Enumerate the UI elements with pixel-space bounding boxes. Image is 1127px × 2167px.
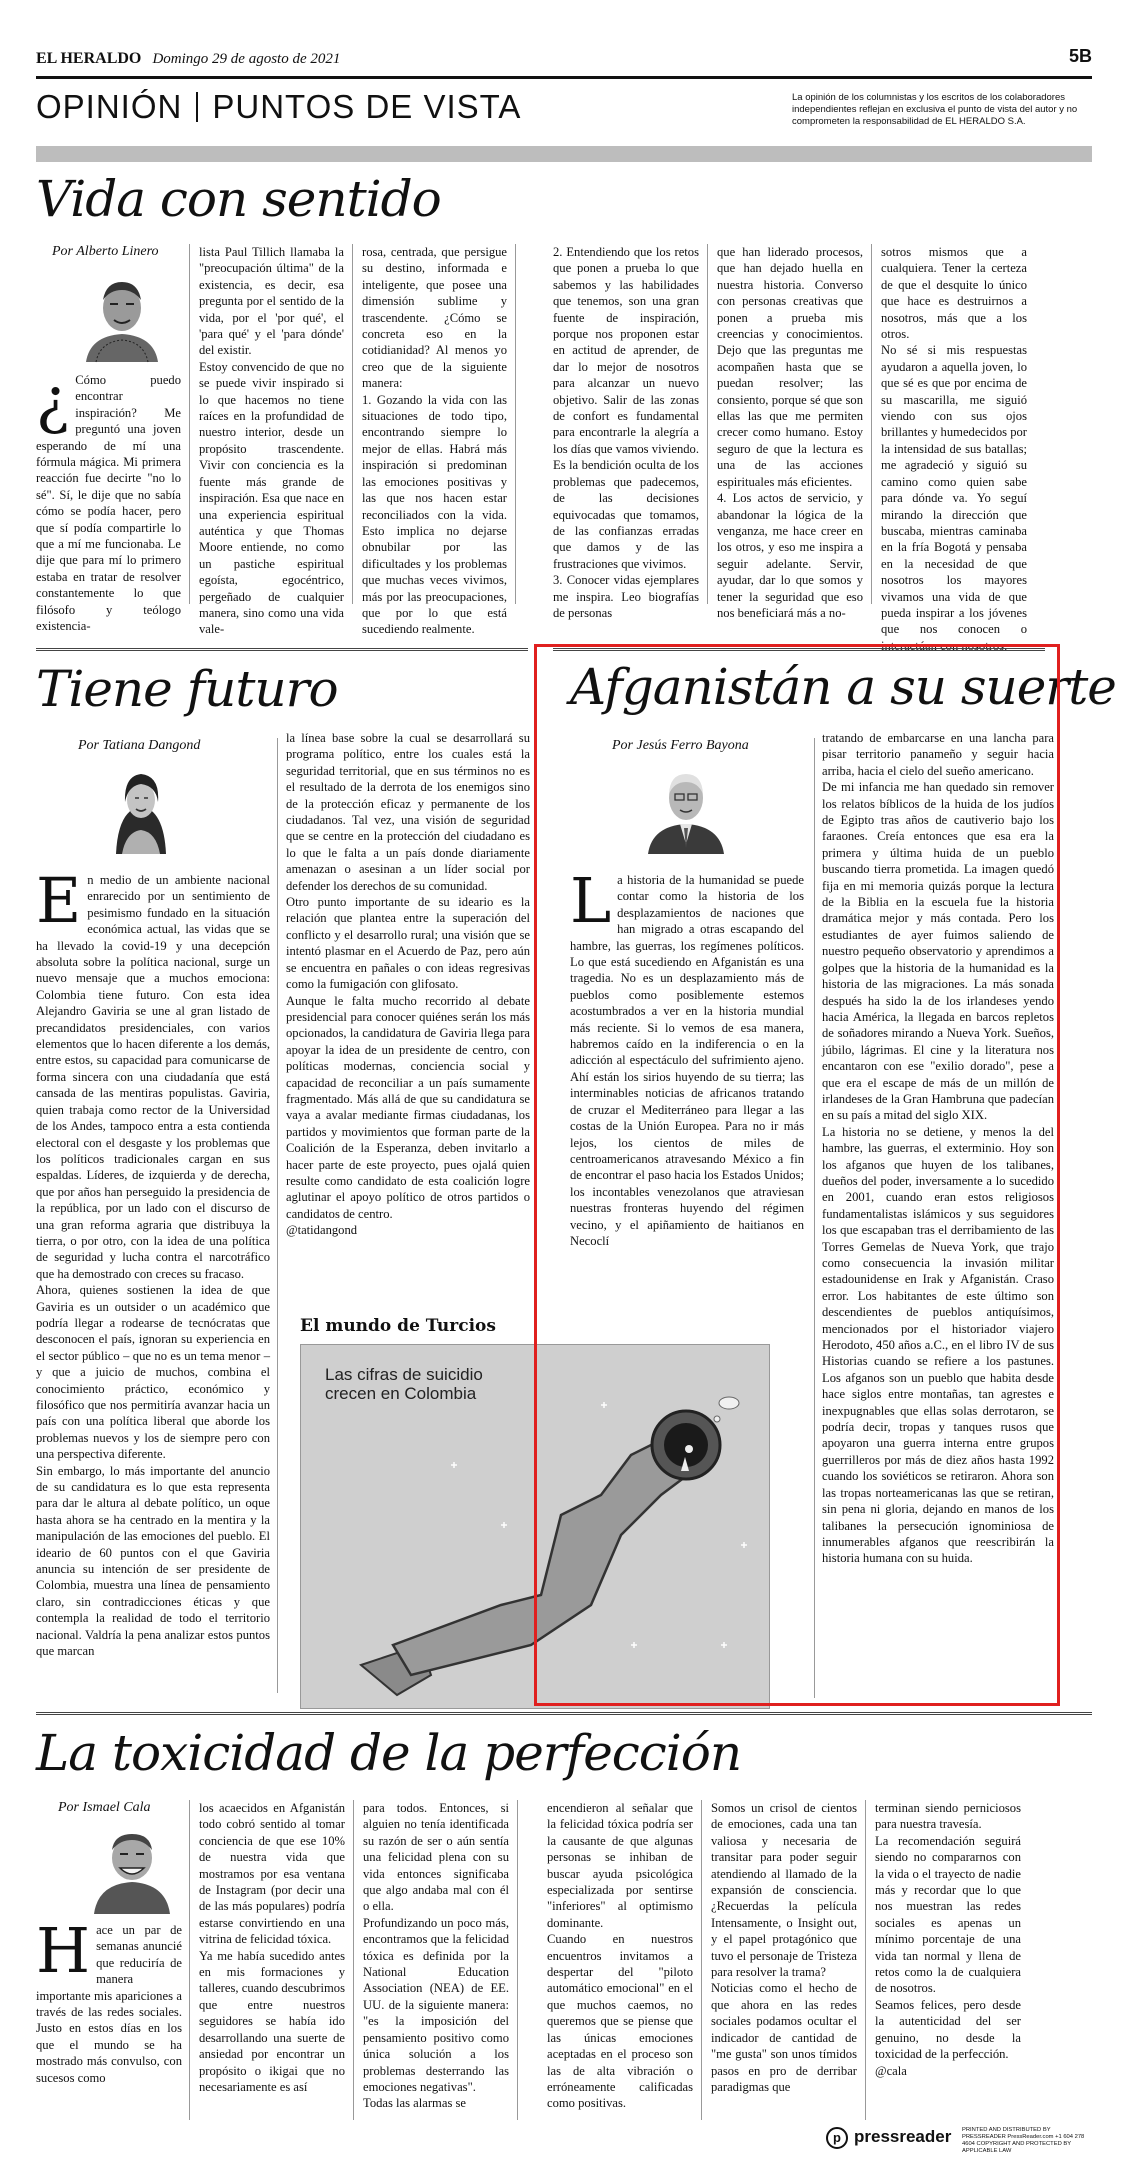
section-divider: [196, 92, 198, 122]
paragraph: ace un par de semanas anuncié que reduciría de manera importante mis apariciones a través de las redes sociales. Justo en estos días en los que el mundo se ha mostrado más convulso, con sucesos como: [36, 1923, 182, 2085]
dropcap-afganistan: L: [570, 864, 612, 937]
cartoon-caption-line: crecen en Colombia: [325, 1384, 477, 1403]
section-grey-bar: [36, 146, 1092, 162]
article-title-vida: Vida con sentido: [36, 170, 441, 228]
article-body-vida-col2: lista Paul Tillich llamaba la "preocupación última" de la existencia, es decir, esa pregunta por el sentido de la vida, por el 'por qué', el 'para qué' y el 'para dónde' del existir. Estoy convencido de que no se puede vivir inspirado si lo que hacemos no tiene raíces en la profundidad de nuestro interior, desde un propósito trascendente. Vivir con conciencia es la fuente más grande de inspiración. Esa que nace en una experiencia espiritual auténtica y que Thomas Moore entiende, no como un pastiche espiritual egoísta, egocéntrico, pergeñado de cualquier manera, sino como una vida vale-: [199, 245, 344, 637]
article-body-toxicidad-col4: encendieron al señalar que la felicidad tóxica podría ser la causante de que algunas personas se inhiban de buscar ayuda psicológica especializada por sentirse "inferiores" al optimismo dominante. Cuando en nuestros encuentros invitamos a despertar del "piloto automático emocional" en el que muchos caemos, no queremos que se piense que las únicas emociones aceptadas en el proceso son las de alta vibración o erróneamente calificadas como positivas.: [547, 1801, 693, 2111]
article-separator: [36, 1712, 1092, 1715]
cartoon-title: El mundo de Turcios: [300, 1316, 496, 1336]
byline-afganistan: Por Jesús Ferro Bayona: [612, 738, 749, 753]
pressreader-notice: PRINTED AND DISTRIBUTED BY PRESSREADER PressReader.com +1 604 278 4604 COPYRIGHT AND PROTECTED BY APPLICABLE LAW: [962, 2127, 1085, 2154]
author-portrait-linero: [76, 270, 168, 362]
cartoon-caption-line: Las cifras de suicidio: [325, 1365, 483, 1384]
column-rule: [189, 244, 190, 604]
column-rule: [707, 244, 708, 604]
column-rule: [277, 738, 278, 1693]
byline-vida: Por Alberto Linero: [52, 244, 159, 259]
column-rule: [515, 244, 516, 604]
pressreader-logo: pressreader: [854, 2127, 952, 2146]
dropcap-vida: ¿: [36, 364, 70, 437]
paragraph: n medio de un ambiente nacional enrarecido por un sentimiento de pesimismo fundado en la situación económica actual, las vidas que se ha llevado la covid-19 y una decepción absoluta sobre la política nacional, surge un nuevo mensaje que a muchos emociona: Colombia tiene futuro. Con esta idea Alejandro Gaviria se une al gran listado de precandidatos presidenciales, con varios elementos que lo hacen diferente a los demás, entre estos, su capacidad para comunicarse de forma sincera con una ciudadanía que está cansada de las mentiras populistas. Gaviria, quien trabaja como rector de la Universidad de los Andes, tampoco entra a esta contienda electoral con el desgaste y los problemas que los políticos tradicionales cargan en sus espaldas. Líderes, de izquierda y de derecha, que por años han perseguido la presidencia de la república, por un lado con el discurso de una gran reforma agraria que distribuya la tierra, o por otro, con la idea de una política de seguridad y lucha contra el narcotráfico que ha demostrado con creces su fracaso. Ahora, quienes sostienen la idea de que Gaviria es un outsider o un académico que podría llegar a rodearse de tecnócratas que desconocen el país, ignoran su experiencia en el sector público – que no es un tema menor – y que a juicio de muchos, combina el conocimiento práctico, económico y filosófico que nos permitiría avanzar hacia un país con una política liberal que aborde los problemas nuevos y los de siempre pero con una perspectiva diferente. Sin embargo, lo más importante del anuncio de su candidatura es lo que esta representa para dar le altura al debate político, un oque hasta ahora se ha centrado en la mentira y la manipulación de las emociones del pueblo. El ideario de 60 puntos con el que Gaviria anuncia su intención de ser presidente de Colombia, muestra una línea de pensamiento claro, sin contradicciones éticas y que contempla la realidad de todo el territorio nacional. Valdría la pena analizar estos puntos que marcan: [36, 873, 270, 1659]
section-subname: PUNTOS DE VISTA: [212, 88, 522, 125]
newspaper-name: EL HERALDO: [36, 50, 142, 67]
article-body-futuro-col2: la línea base sobre la cual se desarrollará su programa político, entre los cuales está la seguridad territorial, que en sus términos no es el resultado de la derrota de los enemigos sino de la protección eficaz y permanente de los ciudadanos. Tal vez, una visión de seguridad que se centre en la protección del ciudadano es lo que le falta a un país donde diariamente amenazan o asesinan a un líder social por defender los derechos de su comunidad. Otro punto importante de su ideario es la relación que plantea entre la superación del conflicto y el desarrollo rural; una visión que se intentó plasmar en el Acuerdo de Paz, pero aún se encuentra en pañales o con ideas regresivas como la fumigación con glifosato. Aunque le falta mucho recorrido al debate presidencial para conocer quiénes serán los más opcionados, la candidatura de Gaviria llega para apoyar la idea de un presidente de centro, con políticas modernas, conciencia social y capacidad de reconciliar a un país sumamente fragmentado. Más allá de que su candidatura se vaya a avalar mediante firmas ciudadanas, los partidos y movimientos que forman parte de la Coalición de la Esperanza, deben invitarlo a hacer parte de este proyecto, pues ojalá quien resulte como candidato de esta coalición logre aglutinar el apoyo político de otros partidos o candidatos de centro. @tatidangond: [286, 731, 530, 1238]
dropcap-futuro: E: [36, 864, 82, 937]
column-rule: [353, 1800, 354, 2120]
column-rule: [865, 1800, 866, 2120]
column-rule: [352, 244, 353, 604]
article-title-afganistan: Afganistán a su suerte: [570, 658, 1116, 716]
byline-toxicidad: Por Ismael Cala: [58, 1800, 151, 1815]
section-header: [36, 88, 1092, 140]
highlighted-article-frame: [534, 644, 1060, 1706]
article-body-vida-col3: rosa, centrada, que persigue su destino, informada e inteligente, que posee una dimensión sublime y trascendente. ¿Cómo se concreta eso en la cotidianidad? Al menos yo creo que de la siguiente manera: 1. Gozando la vida con las situaciones de todo tipo, encontrando siempre lo mejor de ellas. Habrá más inspiración si predominan las emociones positivas y las que nos hacen estar reconciliados con la vida. Esto implica no dejarse obnubilar por las dificultades y los problemas que muchas veces vivimos, más por las preocupaciones, que por lo que está sucediendo realmente.: [362, 245, 507, 637]
article-body-toxicidad-col5: Somos un crisol de cientos de emociones, cada una tan valiosa y necesaria de transitar para poder seguir atendiendo al llamado de la expansión de consciencia. ¿Recuerdas la película Intensamente, o Insight out, y el papel protagónico que tuvo el personaje de Tristeza para resolver la trama? Noticias como el hecho de que ahora en las redes sociales podamos ocultar el indicador de cantidad de "me gusta" son unos tímidos pasos en pro de derribar paradigmas que: [711, 1801, 857, 2094]
article-body-futuro-col1: [36, 864, 270, 1694]
dropcap-toxicidad: H: [36, 1914, 91, 1987]
column-rule: [517, 1800, 518, 2120]
article-separator: [36, 648, 528, 651]
article-body-toxicidad-col2: los acaecidos en Afganistán todo cobró sentido al tomar conciencia de que ese 10% de nuestra vida que mostramos por esa ventana de Instagram (por decir una de las más populares) podría estarse convirtiendo en una vitrina de felicidad tóxica. Ya me había sucedido antes en mis formaciones y talleres, cuando descubrimos que entre nuestros seguidores se había ido desarrollando una suerte de ansiedad por encontrar un propósito o ikigai que no necesariamente es así: [199, 1801, 345, 2094]
article-body-vida-col4: 2. Entendiendo que los retos que ponen a prueba lo que sabemos y las habilidades que tenemos, son una gran fuente de inspiración, porque nos proponen estar en actitud de aprender, de dar lo mejor de nosotros para alcanzar un nuevo objetivo. Salir de las zonas de confort es fundamental para encontrarle la alegría a los días que vamos viviendo. Es la bendición oculta de los problemas que padecemos, de las decisiones equivocadas que tomamos, de las confianzas erradas que damos y de las frustraciones que vivimos. 3. Conocer vidas ejemplares me inspira. Leo biografías de personas: [553, 245, 699, 620]
article-body-vida-col1: [36, 364, 181, 634]
article-body-vida-col5: que han liderado procesos, que han dejado huella en nuestra historia. Converso con personas creativas que ponen a prueba mis creencias y conocimientos. Dejo que las preguntas me acompañen hasta que se puedan resolver; las consiento, porque sé que son ellas las que me permiten crecer como humano. Estoy seguro de que la lectura es una de las acciones espirituales más eficientes. 4. Los actos de servicio, y abandonar la lógica de la venganza, me hace creer en los otros, y eso me inspira a seguir adelante. Servir, ayudar, dar lo que somos y tener la seguridad que eso nos beneficiará más a no-: [717, 245, 863, 620]
pressreader-footer: [826, 2123, 1092, 2155]
article-body-afganistan-col2: tratando de embarcarse en una lancha para pisar territorio panameño y seguir hacia arriba, hacia el cielo del sueño americano. De mi infancia me han quedado sin remover los relatos bíblicos de la huida de los judíos de Egipto tras años de cautiverio bajo los faraones. Creía entonces que esa era la primera y última huida de un pueblo buscando tierra prometida. La imagen quedó fija en mi memoria quizás porque la lectura de la Biblia en la escuela fue la historia dramática mejor y más contada. Pero los estudiantes de ayer fuimos saliendo de nuestro pequeño observatorio y aprendimos a golpes que la historia de la humanidad es la historia de las migraciones. La más sonada después ha sido la de los irlandeses yendo hacia América, la llegada en barcos repletos de soñadores mirando a Nueva York. Sueños, júbilo, lágrimas. El cine y la literatura nos encantaron con ese "exilio dorado", pese a que era el escape de más de un millón de irlandeses de la Gran Hambruna que padecían en su país a mitad del siglo XIX. La historia no se detiene, y menos la del hambre, las guerras, el exterminio. Hoy son los afganos que huyen de los talibanes, dueños del poder, inversamente a lo sucedido en 2001, cuando eran estos religiosos fundamentalistas islámicos y sus seguidores los que escapaban tras el derribamiento de las Torres Gemelas de Nueva York, que trajo como consecuencia la invasión militar estadounidense en Irak y Afganistán. Craso error. Los habitantes de este último son descendientes de pueblos antiquísimos, mencionados por el historiador viajero Herodoto, 450 años a.C., en el libro IV de sus Historias cuando se refiere a los pastunes. Los afganos son un pueblo que habita desde hace siglos entre montañas, tan agrestes e inexpugnables que ellas solas derrotaron, se podría decir, tropas y tanques rusos que apoyaron una guerra interna entre grupos guerrilleros por más de diez años hasta 1992 cuando los soviéticos se retiraron. Ahora son las tropas norteamericanas las que se retiran, sin pena ni gloria, dejando en manos de los talibanes la persecución ignominiosa de innumerables afganos que reescribirán la historia humana con su huida.: [822, 731, 1054, 1566]
masthead-rule: [36, 76, 1092, 79]
column-rule: [189, 1800, 190, 2120]
column-rule: [871, 244, 872, 604]
paragraph: a historia de la humanidad se puede contar como la historia de los desplazamientos de naciones que han migrado a otras escapando del hambre, las guerras, los regímenes políticos. Lo que está sucediendo en Afganistán es una tragedia. No es un desplazamiento más de pueblos como posiblemente estemos acostumbrados a ver en la historia mundial más reciente. Si lo vemos de esa manera, habremos caído en la indiferencia o en la adicción al espectáculo del sufrimiento ajeno. Ahí están los sirios huyendo de su tierra; las interminables noticias de africanos tratando de cruzar el Mediterráneo para llegar a las costas de la Unión Europea. Para no ir más lejos, los cientos de miles de centroamericanos atravesando México a fin de encontrar el paso hacia los Estados Unidos; los incontables venezolanos que atraviesan nuestras fronteras huyendo del régimen vecino, y el apiñamiento de haitianos en Necoclí: [570, 873, 804, 1248]
article-body-toxicidad-col1: [36, 1914, 182, 2122]
section-name: OPINIÓN: [36, 88, 183, 125]
article-title-futuro: Tiene futuro: [36, 660, 338, 718]
article-title-toxicidad: La toxicidad de la perfección: [36, 1724, 742, 1782]
author-portrait-cala: [86, 1822, 178, 1914]
pressreader-icon: p: [826, 2127, 848, 2149]
column-rule: [701, 1800, 702, 2120]
section-disclaimer: La opinión de los columnistas y los escritos de los colaboradores independientes reflejan en exclusiva el punto de vista del autor y no comprometen la responsabilidad de EL HERALDO S.A.: [792, 92, 1078, 127]
article-body-toxicidad-col6: terminan siendo perniciosos para nuestra travesía. La recomendación seguirá siendo no compararnos con la vida o el trayecto de nadie más y recordar que lo que nos muestran las redes sociales es apenas un mínimo porcentaje de una vida tan normal y llena de retos como la de cualquiera de nosotros. Seamos felices, pero desde la autenticidad del ser genuino, no desde la toxicidad de la perfección. @cala: [875, 1801, 1021, 2078]
article-body-vida-col6: sotros mismos que a cualquiera. Tener la certeza de que el desquite lo único que hace es destruirnos a nosotros, más que a los otros. No sé si mis respuestas ayudaron a aquella joven, lo que sé es que por encima de su mascarilla, me siguió viendo con sus ojos brillantes y humedecidos por la intensidad de sus batallas; me agradeció y siguió su camino como quien sabe para dónde va. Yo seguí mirando la dirección que buscaba, mientras caminaba en la fría Bogotá y pensaba en la necesidad de que nosotros los mayores vivamos una vida de que pueda inspirar a los jóvenes que nos conocen o interactúan con nosotros.: [881, 245, 1027, 653]
issue-date: Domingo 29 de agosto de 2021: [152, 51, 341, 67]
article-body-toxicidad-col3: para todos. Entonces, si alguien no tenía identificada su razón de ser o aún sentía una felicidad plena con su vida entonces significaba que algo andaba mal con él o ella. Profundizando un poco más, encontramos que la felicidad tóxica es definida por la National Education Association (NEA) de EE. UU. de la siguiente manera: "es la imposición del pensamiento positivo como única solución a los problemas desterrando las emociones negativas". Todas las alarmas se: [363, 1801, 509, 2111]
author-portrait-dangond: [106, 762, 176, 854]
page-number: 5B: [1068, 46, 1092, 66]
byline-futuro: Por Tatiana Dangond: [78, 738, 201, 753]
masthead: [36, 48, 1092, 70]
paragraph: Cómo puedo encontrar inspiración? Me preguntó una joven esperando de mí una fórmula mágica. Mi primera reacción fue decirte "no lo sé". Sí, le dije que no sabía cómo se podía hacer, pero que sí podía compartirle lo que a mí me funcionaba. Le dije que para mí lo primero estaba en tratar de resolver constantemente lo que filósofo y teólogo existencia-: [36, 373, 181, 634]
